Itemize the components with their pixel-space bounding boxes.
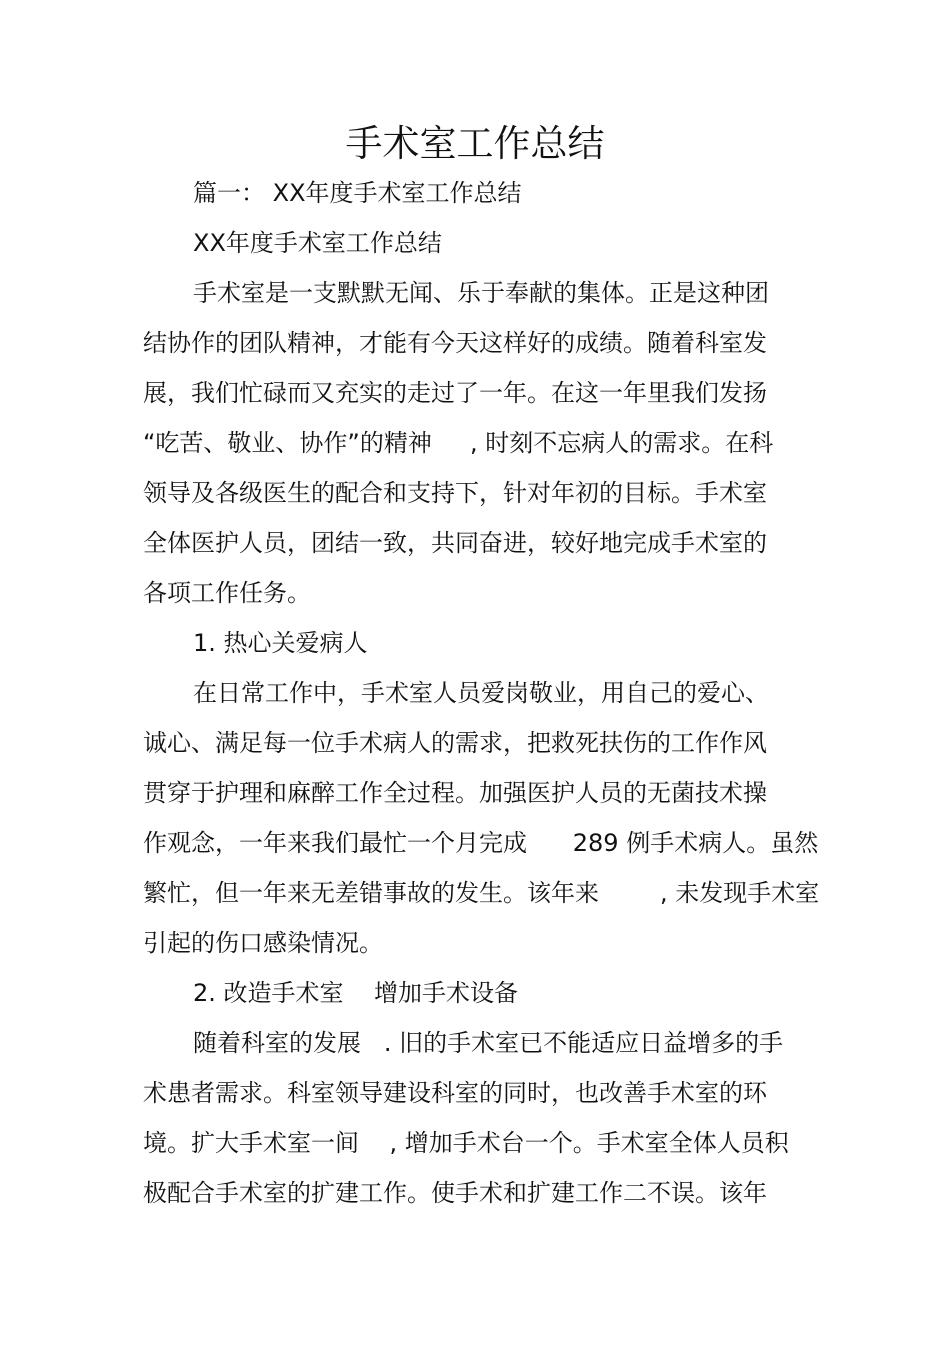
paragraph-line: 繁忙，但一年来无差错事故的发生。该年来 , 未发现手术室 xyxy=(143,879,820,907)
paragraph-line: 随着科室的发展 . 旧的手术室已不能适应日益增多的手 xyxy=(193,1029,784,1057)
paragraph-line: 手术室是一支默默无闻、乐于奉献的集体。正是这种团 xyxy=(193,279,769,307)
paragraph-line: 领导及各级医生的配合和支持下，针对年初的目标。手术室 xyxy=(143,479,767,507)
paragraph-line: 贯穿于护理和麻醉工作全过程。加强医护人员的无菌技术操 xyxy=(143,779,767,807)
section-heading: XX年度手术室工作总结 xyxy=(193,229,442,257)
paragraph-line: 各项工作任务。 xyxy=(143,579,311,607)
document-title: 手术室工作总结 xyxy=(345,122,605,165)
paragraph-line: 引起的伤口感染情况。 xyxy=(143,929,383,957)
paragraph-line: 结协作的团队精神，才能有今天这样好的成绩。随着科室发 xyxy=(143,329,767,357)
paragraph-line: 境。扩大手术室一间 , 增加手术台一个。手术室全体人员积 xyxy=(143,1129,789,1157)
paragraph-line: 术患者需求。科室领导建设科室的同时，也改善手术室的环 xyxy=(143,1079,767,1107)
section-heading: 2. 改造手术室 增加手术设备 xyxy=(193,979,519,1007)
paragraph-line: 极配合手术室的扩建工作。使手术和扩建工作二不误。该年 xyxy=(143,1179,767,1207)
paragraph-line: 展，我们忙碌而又充实的走过了一年。在这一年里我们发扬 xyxy=(143,379,767,407)
paragraph-line: 作观念，一年来我们最忙一个月完成 289 例手术病人。虽然 xyxy=(143,829,819,857)
paragraph-line: 诚心、满足每一位手术病人的需求，把救死扶伤的工作作风 xyxy=(143,729,767,757)
paragraph-line: 全体医护人员，团结一致，共同奋进，较好地完成手术室的 xyxy=(143,529,767,557)
document-subtitle: 篇一： XX年度手术室工作总结 xyxy=(193,179,522,207)
paragraph-line: “吃苦、敬业、协作”的精神 , 时刻不忘病人的需求。在科 xyxy=(143,429,774,457)
section-heading: 1. 热心关爱病人 xyxy=(193,629,368,657)
paragraph-line: 在日常工作中，手术室人员爱岗敬业，用自己的爱心、 xyxy=(193,679,769,707)
